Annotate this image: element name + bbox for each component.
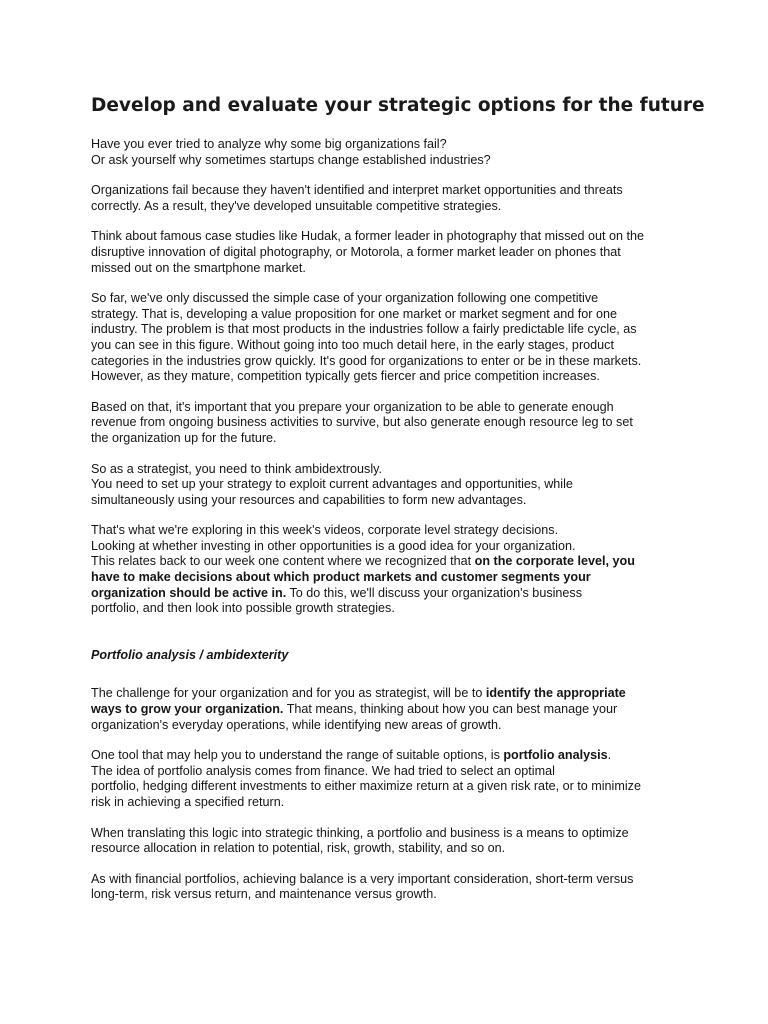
text-line	[91, 554, 698, 570]
text-run: To do this, we'll discuss your organization's business	[286, 585, 583, 600]
text-line: You need to set up your strategy to exploit current advantages and opportunities, while	[91, 477, 573, 492]
emphasis-text: have to make decisions about which product markets and customer segments your	[91, 570, 591, 585]
text-line: categories in the industries grow quickly. It's good for organizations to enter or be in these markets.	[91, 353, 642, 368]
text-line	[91, 748, 698, 764]
text-line: The idea of portfolio analysis comes from finance. We had tried to select an optimal	[91, 763, 555, 778]
text-line: long-term, risk versus return, and maintenance versus growth.	[91, 887, 437, 902]
text-run: This relates back to our week one content where we recognized that	[91, 554, 475, 569]
text-line: Organizations fail because they haven't identified and interpret market opportunities and threats	[91, 183, 623, 198]
paragraph-corporate-level	[91, 523, 698, 617]
paragraph-challenge	[91, 686, 698, 733]
text-line: you can see in this figure. Without going into too much detail here, in the early stages, product	[91, 337, 614, 352]
text-line: That's what we're exploring in this week's videos, corporate level strategy decisions.	[91, 523, 559, 538]
paragraph-case-studies	[91, 229, 698, 276]
text-line: simultaneously using your resources and capabilities to form new advantages.	[91, 492, 527, 507]
text-line: So as a strategist, you need to think ambidextrously.	[91, 461, 382, 476]
text-line: Think about famous case studies like Hudak, a former leader in photography that missed out on the	[91, 229, 645, 244]
text-line: the organization up for the future.	[91, 430, 277, 445]
text-line	[91, 586, 698, 602]
text-line: portfolio, hedging different investments to either maximize return at a given risk rate, or to minimize	[91, 779, 641, 794]
document-body	[91, 137, 698, 903]
text-line: missed out on the smartphone market.	[91, 260, 306, 275]
paragraph-life-cycle	[91, 291, 698, 385]
text-line: Or ask yourself why sometimes startups change established industries?	[91, 152, 491, 167]
emphasis-text: ways to grow your organization.	[91, 702, 284, 717]
emphasis-text: portfolio analysis	[503, 748, 608, 763]
paragraph-why-fail	[91, 183, 698, 214]
text-line: risk in achieving a specified return.	[91, 795, 285, 809]
text-run: The challenge for your organization and for you as strategist, will be to	[91, 686, 486, 701]
text-line: industry. The problem is that most products in the industries follow a fairly predictable life cycle, as	[91, 322, 637, 337]
text-run: .	[607, 748, 612, 763]
paragraph-intro-questions	[91, 137, 698, 168]
text-run: That means, thinking about how you can best manage your	[283, 702, 618, 717]
paragraph-strategic-thinking	[91, 826, 698, 857]
text-line: Looking at whether investing in other opportunities is a good idea for your organization.	[91, 538, 576, 553]
text-line	[91, 570, 698, 586]
text-line: revenue from ongoing business activities to survive, but also generate enough resource leg to set	[91, 415, 633, 430]
text-line: organization's everyday operations, while identifying new areas of growth.	[91, 717, 502, 732]
emphasis-text: identify the appropriate	[485, 686, 626, 701]
text-line	[91, 686, 698, 702]
text-line: However, as they mature, competition typically gets fiercer and price competition increases.	[91, 369, 600, 384]
text-line: correctly. As a result, they've developed unsuitable competitive strategies.	[91, 198, 502, 213]
text-line: As with financial portfolios, achieving balance is a very important consideration, short-term versus	[91, 871, 634, 886]
text-line: portfolio, and then look into possible growth strategies.	[91, 601, 395, 616]
paragraph-prepare-organization	[91, 400, 698, 447]
paragraph-portfolio-analysis	[91, 748, 698, 810]
paragraph-ambidextrous	[91, 462, 698, 509]
section-heading: Portfolio analysis / ambidexterity	[91, 647, 289, 662]
text-line: So far, we've only discussed the simple case of your organization following one competitive	[91, 291, 599, 306]
text-line: resource allocation in relation to potential, risk, growth, stability, and so on.	[91, 841, 506, 856]
page-title: Develop and evaluate your strategic options for the future	[91, 95, 705, 116]
text-line: Based on that, it's important that you prepare your organization to be able to generate enough	[91, 399, 614, 414]
text-run: One tool that may help you to understand the range of suitable options, is	[91, 748, 504, 763]
text-line: Have you ever tried to analyze why some big organizations fail?	[91, 137, 447, 151]
text-line: When translating this logic into strategic thinking, a portfolio and business is a means to optimize	[91, 825, 629, 840]
text-line	[91, 702, 698, 718]
text-line: disruptive innovation of digital photography, or Motorola, a former market leader on phones that	[91, 244, 621, 259]
text-line: strategy. That is, developing a value proposition for one market or market segment and for one	[91, 306, 617, 321]
emphasis-text: organization should be active in.	[91, 585, 287, 600]
paragraph-balance	[91, 872, 698, 903]
emphasis-text: on the corporate level, you	[474, 554, 635, 569]
